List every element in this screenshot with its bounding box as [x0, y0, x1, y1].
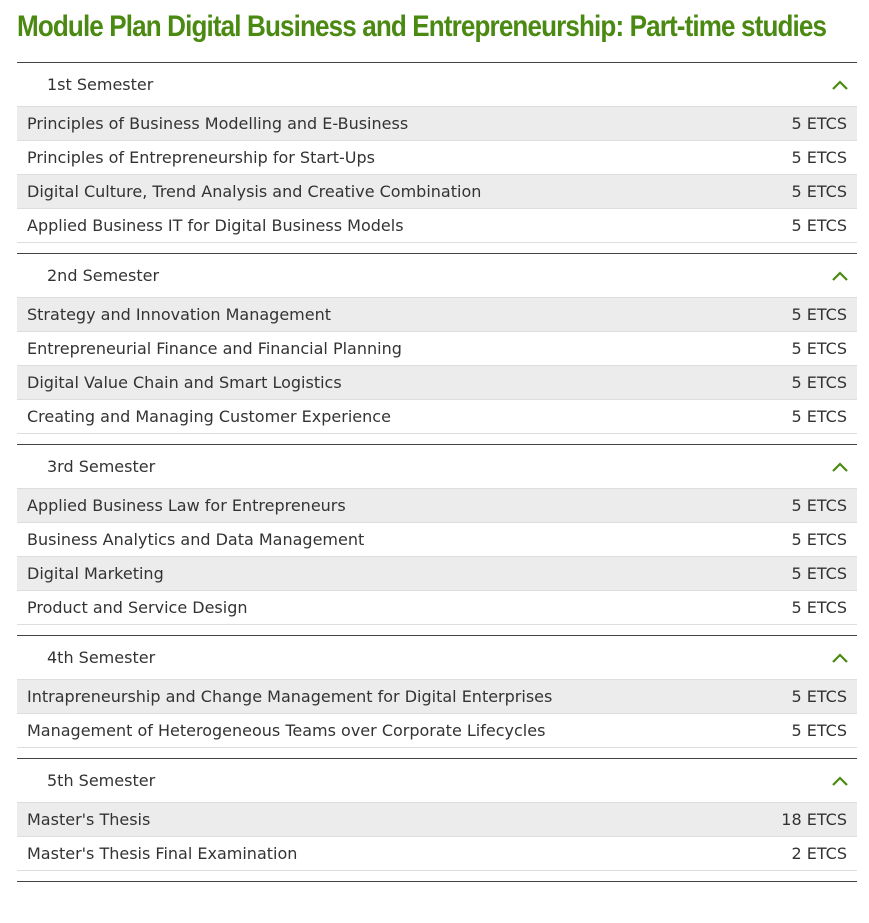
chevron-up-icon[interactable]: [831, 652, 849, 664]
semester-label: 4th Semester: [47, 648, 156, 667]
module-ects: 18 ETCS: [781, 810, 847, 829]
module-name: Management of Heterogeneous Teams over Corporate Lifecycles: [27, 721, 546, 740]
module-name: Creating and Managing Customer Experience: [27, 407, 391, 426]
module-name: Intrapreneurship and Change Management for Digital Enterprises: [27, 687, 553, 706]
semester-4: [17, 635, 857, 748]
closing-divider: [17, 881, 857, 882]
module-name: Master's Thesis: [27, 810, 151, 829]
module-ects: 2 ETCS: [791, 844, 847, 863]
module-row: [17, 803, 857, 837]
module-ects: 5 ETCS: [791, 114, 847, 133]
module-name: Digital Culture, Trend Analysis and Creative Combination: [27, 182, 482, 201]
chevron-up-icon[interactable]: [831, 79, 849, 91]
semester-1-header[interactable]: [17, 63, 857, 107]
semester-label: 5th Semester: [47, 771, 156, 790]
module-row: [17, 837, 857, 871]
module-ects: 5 ETCS: [791, 148, 847, 167]
module-name: Principles of Business Modelling and E-Business: [27, 114, 409, 133]
module-ects: 5 ETCS: [791, 564, 847, 583]
semester-label: 1st Semester: [47, 75, 154, 94]
module-ects: 5 ETCS: [791, 496, 847, 515]
module-ects: 5 ETCS: [791, 339, 847, 358]
module-row: [17, 714, 857, 748]
chevron-up-icon[interactable]: [831, 270, 849, 282]
module-name: Strategy and Innovation Management: [27, 305, 332, 324]
module-row: [17, 366, 857, 400]
semester-label: 2nd Semester: [47, 266, 160, 285]
module-row: [17, 332, 857, 366]
module-name: Product and Service Design: [27, 598, 248, 617]
module-row: [17, 523, 857, 557]
module-ects: 5 ETCS: [791, 407, 847, 426]
module-ects: 5 ETCS: [791, 721, 847, 740]
module-ects: 5 ETCS: [791, 182, 847, 201]
module-name: Master's Thesis Final Examination: [27, 844, 298, 863]
module-name: Principles of Entrepreneurship for Start-Ups: [27, 148, 375, 167]
module-name: Digital Value Chain and Smart Logistics: [27, 373, 342, 392]
semester-3-header[interactable]: [17, 445, 857, 489]
semester-1: [17, 62, 857, 243]
module-row: [17, 400, 857, 434]
module-row: [17, 557, 857, 591]
semester-4-header[interactable]: [17, 636, 857, 680]
module-row: [17, 175, 857, 209]
chevron-up-icon[interactable]: [831, 775, 849, 787]
module-ects: 5 ETCS: [791, 687, 847, 706]
module-row: [17, 298, 857, 332]
page-title: Module Plan Digital Business and Entrepreneurship: Part-time studies: [17, 10, 827, 43]
module-row: [17, 489, 857, 523]
module-ects: 5 ETCS: [791, 530, 847, 549]
semester-label: 3rd Semester: [47, 457, 156, 476]
module-name: Entrepreneurial Finance and Financial Planning: [27, 339, 402, 358]
module-row: [17, 107, 857, 141]
module-ects: 5 ETCS: [791, 373, 847, 392]
semester-2: [17, 253, 857, 434]
semester-5-header[interactable]: [17, 759, 857, 803]
module-row: [17, 591, 857, 625]
module-row: [17, 680, 857, 714]
module-row: [17, 141, 857, 175]
chevron-up-icon[interactable]: [831, 461, 849, 473]
module-ects: 5 ETCS: [791, 598, 847, 617]
module-name: Digital Marketing: [27, 564, 164, 583]
semester-5: [17, 758, 857, 871]
module-name: Business Analytics and Data Management: [27, 530, 365, 549]
module-plan: [17, 62, 857, 892]
module-name: Applied Business IT for Digital Business Models: [27, 216, 404, 235]
semester-2-header[interactable]: [17, 254, 857, 298]
module-ects: 5 ETCS: [791, 305, 847, 324]
module-ects: 5 ETCS: [791, 216, 847, 235]
module-name: Applied Business Law for Entrepreneurs: [27, 496, 346, 515]
semester-3: [17, 444, 857, 625]
module-row: [17, 209, 857, 243]
